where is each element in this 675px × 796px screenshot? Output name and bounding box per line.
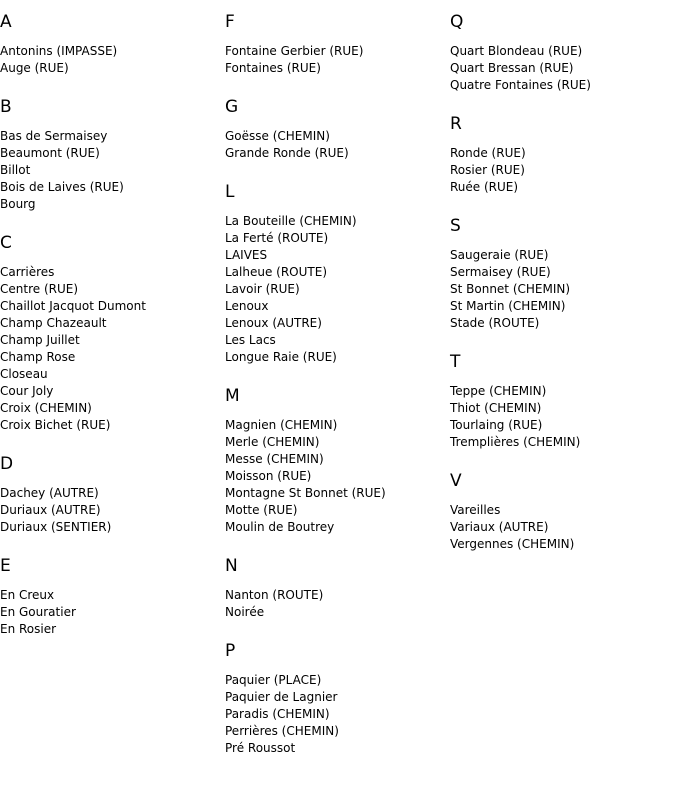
street-entry: Lenoux: [225, 299, 269, 313]
street-entry: Dachey (AUTRE): [0, 486, 99, 500]
street-entry: Messe (CHEMIN): [225, 452, 324, 466]
street-entry: Moulin de Boutrey: [225, 520, 335, 534]
street-entry: Quart Bressan (RUE): [450, 61, 574, 75]
letter-section: [225, 181, 450, 366]
street-entry: Tremplières (CHEMIN): [450, 435, 581, 449]
street-entry: Vergennes (CHEMIN): [450, 537, 575, 551]
street-entry: Nanton (ROUTE): [225, 588, 324, 602]
street-entry: Fontaines (RUE): [225, 61, 321, 75]
street-entry: Perrières (CHEMIN): [225, 724, 339, 738]
letter-section: [0, 232, 225, 434]
street-entry: Beaumont (RUE): [0, 146, 100, 160]
street-entry: Closeau: [0, 367, 48, 381]
street-entry: Lavoir (RUE): [225, 282, 300, 296]
street-entry: Lenoux (AUTRE): [225, 316, 322, 330]
street-entry: Ruée (RUE): [450, 180, 519, 194]
street-entry: Magnien (CHEMIN): [225, 418, 338, 432]
street-entry: Rosier (RUE): [450, 163, 525, 177]
street-entry: Carrières: [0, 265, 55, 279]
street-entry: St Martin (CHEMIN): [450, 299, 566, 313]
letter-section: [225, 385, 450, 536]
index-column-1: [0, 11, 225, 657]
street-entry: LAIVES: [225, 248, 268, 262]
section-letter-heading: M: [225, 386, 240, 406]
street-entry: Teppe (CHEMIN): [450, 384, 547, 398]
letter-section: [225, 11, 450, 77]
street-entry: Centre (RUE): [0, 282, 79, 296]
street-entry: Vareilles: [450, 503, 501, 517]
street-entry: Quart Blondeau (RUE): [450, 44, 583, 58]
section-letter-heading: Q: [450, 12, 464, 32]
section-letter-heading: G: [225, 97, 239, 117]
index-column-3: [450, 11, 675, 572]
street-entry: Pré Roussot: [225, 741, 296, 755]
street-entry: Auge (RUE): [0, 61, 69, 75]
street-entry: Duriaux (AUTRE): [0, 503, 101, 517]
section-letter-heading: C: [0, 233, 12, 253]
letter-section: [450, 113, 675, 196]
section-letter-heading: D: [0, 454, 14, 474]
street-entry: La Bouteille (CHEMIN): [225, 214, 357, 228]
street-entry: Les Lacs: [225, 333, 276, 347]
index-column-2: [225, 11, 450, 776]
street-entry: Sermaisey (RUE): [450, 265, 551, 279]
street-entry: Montagne St Bonnet (RUE): [225, 486, 386, 500]
street-entry: Moisson (RUE): [225, 469, 312, 483]
street-entry: Champ Rose: [0, 350, 76, 364]
street-entry: Motte (RUE): [225, 503, 298, 517]
section-letter-heading: R: [450, 114, 462, 134]
street-entry: Antonins (IMPASSE): [0, 44, 118, 58]
street-entry: Variaux (AUTRE): [450, 520, 549, 534]
street-entry: Lalheue (ROUTE): [225, 265, 328, 279]
street-entry: Croix Bichet (RUE): [0, 418, 111, 432]
street-entry: Goësse (CHEMIN): [225, 129, 330, 143]
street-entry: Champ Chazeault: [0, 316, 107, 330]
street-entry: En Gouratier: [0, 605, 76, 619]
section-letter-heading: F: [225, 12, 235, 32]
letter-section: [450, 11, 675, 94]
street-entry: Tourlaing (RUE): [450, 418, 543, 432]
street-entry: Paradis (CHEMIN): [225, 707, 330, 721]
street-entry: Saugeraie (RUE): [450, 248, 549, 262]
street-entry: Bas de Sermaisey: [0, 129, 108, 143]
street-entry: Fontaine Gerbier (RUE): [225, 44, 364, 58]
street-entry: Thiot (CHEMIN): [450, 401, 542, 415]
letter-section: [0, 11, 225, 77]
section-letter-heading: N: [225, 556, 238, 576]
letter-section: [450, 351, 675, 451]
street-entry: Noirée: [225, 605, 265, 619]
street-entry: Champ Juillet: [0, 333, 80, 347]
street-entry: Croix (CHEMIN): [0, 401, 92, 415]
letter-section: [0, 453, 225, 536]
street-entry: Duriaux (SENTIER): [0, 520, 112, 534]
street-entry: Paquier (PLACE): [225, 673, 322, 687]
section-letter-heading: L: [225, 182, 235, 202]
section-letter-heading: T: [450, 352, 461, 372]
street-entry: Grande Ronde (RUE): [225, 146, 349, 160]
street-entry: En Rosier: [0, 622, 57, 636]
letter-section: [0, 96, 225, 213]
street-entry: Chaillot Jacquot Dumont: [0, 299, 146, 313]
section-letter-heading: B: [0, 97, 12, 117]
section-letter-heading: A: [0, 12, 12, 32]
street-entry: La Ferté (ROUTE): [225, 231, 329, 245]
letter-section: [450, 215, 675, 332]
street-entry: St Bonnet (CHEMIN): [450, 282, 571, 296]
street-entry: Bois de Laives (RUE): [0, 180, 124, 194]
section-letter-heading: E: [0, 556, 11, 576]
letter-section: [225, 640, 450, 757]
street-entry: Merle (CHEMIN): [225, 435, 320, 449]
street-entry: Quatre Fontaines (RUE): [450, 78, 591, 92]
street-entry: Stade (ROUTE): [450, 316, 540, 330]
street-entry: Ronde (RUE): [450, 146, 526, 160]
section-letter-heading: V: [450, 471, 462, 491]
letter-section: [225, 555, 450, 621]
letter-section: [0, 555, 225, 638]
section-letter-heading: S: [450, 216, 461, 236]
street-entry: Longue Raie (RUE): [225, 350, 337, 364]
letter-section: [225, 96, 450, 162]
street-entry: Cour Joly: [0, 384, 54, 398]
street-entry: Billot: [0, 163, 31, 177]
section-letter-heading: P: [225, 641, 236, 661]
street-entry: Paquier de Lagnier: [225, 690, 338, 704]
letter-section: [450, 470, 675, 553]
street-entry: Bourg: [0, 197, 36, 211]
street-entry: En Creux: [0, 588, 55, 602]
